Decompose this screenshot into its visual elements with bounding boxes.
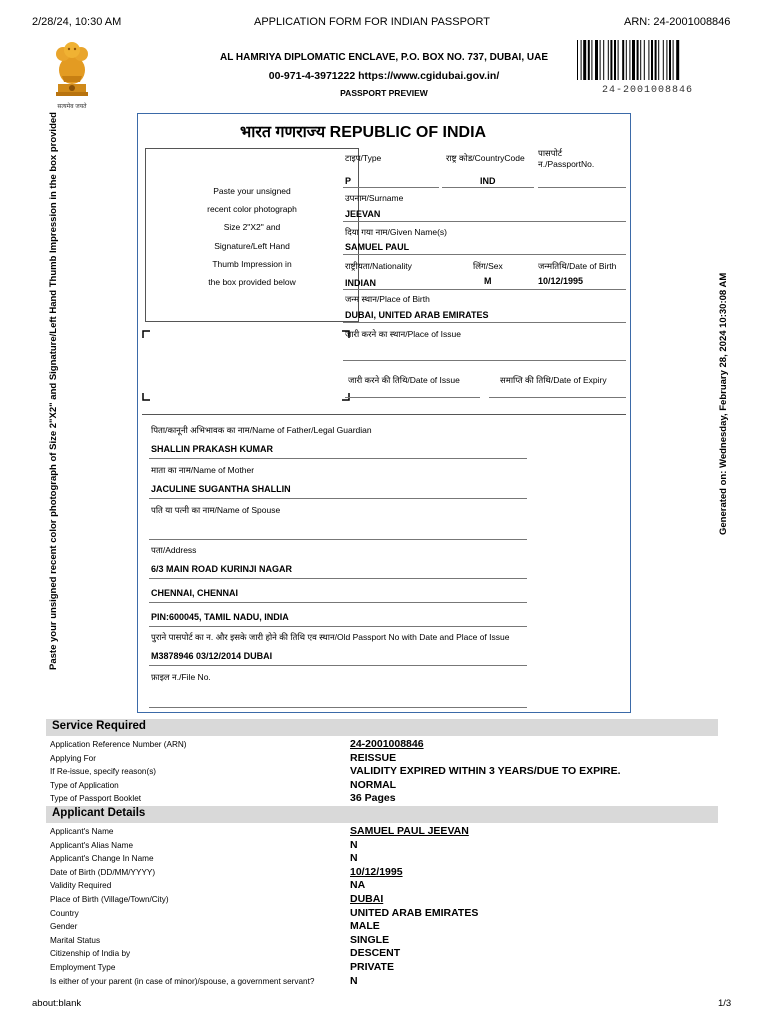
- table-row-value: N: [350, 852, 358, 865]
- print-title: APPLICATION FORM FOR INDIAN PASSPORT: [254, 16, 490, 28]
- surname-value: JEEVAN: [345, 209, 381, 219]
- office-address: AL HAMRIYA DIPLOMATIC ENCLAVE, P.O. BOX NO. 737, DUBAI, UAE: [219, 52, 548, 63]
- barcode-number: 24-2001008846: [602, 85, 694, 96]
- table-row-label: Type of Passport Booklet: [50, 794, 142, 803]
- table-row-value: DUBAI: [350, 893, 384, 905]
- table-row-label: Applying For: [50, 753, 96, 763]
- signature-box-corners: [142, 330, 350, 402]
- given-name-label: दिया गया नाम/Given Name(s): [345, 227, 448, 237]
- dob-value: 10/12/1995: [538, 276, 584, 286]
- type-label: टाइप/Type: [345, 153, 382, 163]
- place-of-issue-label: जारी करने का स्थान/Place of Issue: [345, 329, 461, 339]
- table-row-value: 10/12/1995: [350, 865, 403, 878]
- address-label: पता/Address: [151, 545, 197, 555]
- table-row-label: Applicant's Name: [50, 827, 114, 836]
- address-line-1: 6/3 MAIN ROAD KURINJI NAGAR: [151, 564, 293, 574]
- footer-url: about:blank: [32, 998, 82, 1009]
- generated-on-text: Generated on: Wednesday, February 28, 2024 10:30:08 AM: [718, 272, 729, 535]
- print-datetime: 2/28/24, 10:30 AM: [32, 16, 122, 28]
- nationality-label: राष्ट्रीयता/Nationality: [345, 261, 412, 271]
- place-of-birth-label: जन्म स्थान/Place of Birth: [345, 294, 430, 304]
- table-row-label: Employment Type: [50, 963, 116, 972]
- passport-preview-label: PASSPORT PREVIEW: [340, 88, 428, 98]
- table-row-value: UNITED ARAB EMIRATES: [350, 906, 479, 919]
- place-of-birth-value: DUBAI, UNITED ARAB EMIRATES: [345, 310, 489, 320]
- table-row-value: 36 Pages: [350, 792, 396, 804]
- table-row-value: SAMUEL PAUL JEEVAN: [350, 825, 469, 837]
- mother-value: JACULINE SUGANTHA SHALLIN: [151, 484, 291, 494]
- office-contact: 00-971-4-3971222 https://www.cgidubai.gov.in/: [268, 70, 500, 82]
- table-row-label: Application Reference Number (ARN): [50, 740, 187, 749]
- service-required-header: Service Required: [46, 719, 718, 736]
- dob-label: जन्मतिथि/Date of Birth: [538, 261, 617, 271]
- table-row-value: DESCENT: [350, 947, 401, 960]
- table-row-label: Type of Application: [50, 780, 119, 790]
- emblem-motto: सत्यमेव जयते: [57, 104, 87, 110]
- date-of-expiry-label: समाप्ति की तिथि/Date of Expiry: [500, 375, 607, 385]
- father-value: SHALLIN PRAKASH KUMAR: [151, 444, 273, 454]
- sex-value: M: [484, 276, 492, 286]
- table-row-label: If Re-issue, specify reason(s): [50, 767, 157, 776]
- table-row-label: Place of Birth (Village/Town/City): [50, 895, 169, 904]
- table-row-label: Validity Required: [50, 881, 112, 891]
- table-row-value: REISSUE: [350, 751, 397, 764]
- date-of-issue-label: जारी करने की तिथि/Date of Issue: [348, 375, 460, 385]
- table-row-value: MALE: [350, 920, 380, 933]
- table-row-label: Is either of your parent (in case of minor)/spouse, a government servant?: [50, 976, 315, 986]
- passport-no-label-1: पासपोर्ट: [538, 148, 563, 158]
- table-row-label: Date of Birth (DD/MM/YYYY): [50, 867, 156, 877]
- table-row-label: Marital Status: [50, 935, 101, 945]
- barcode: [577, 40, 717, 80]
- photo-box-instructions: Paste your unsigned recent color photograph Size 2"X2" and Signature/Left Hand Thumb Impression in the box provided below: [207, 186, 297, 288]
- sex-label: लिंग/Sex: [473, 261, 503, 271]
- file-no-label: फ़ाइल न./File No.: [151, 672, 211, 682]
- table-row-value: N: [350, 838, 358, 851]
- table-row-value: 24-2001008846: [350, 738, 424, 750]
- table-row-value: PRIVATE: [350, 961, 394, 973]
- mother-label: माता का नाम/Name of Mother: [151, 465, 255, 475]
- passport-no-label-2: न./PassportNo.: [538, 159, 595, 169]
- country-code-label: राष्ट्र कोड/CountryCode: [446, 153, 525, 163]
- surname-label: उपनाम/Surname: [345, 193, 404, 203]
- section-divider: [142, 414, 626, 415]
- applicant-details-header: Applicant Details: [46, 806, 718, 823]
- table-row-value: NORMAL: [350, 778, 397, 791]
- spouse-label: पति या पत्नी का नाम/Name of Spouse: [151, 505, 281, 515]
- table-row-value: VALIDITY EXPIRED WITHIN 3 YEARS/DUE TO EXPIRE.: [350, 765, 621, 777]
- address-line-3: PIN:600045, TAMIL NADU, INDIA: [151, 612, 289, 622]
- type-value: P: [345, 176, 352, 186]
- old-passport-label: पुराने पासपोर्ट का न. और इसके जारी होने की तिथि एव स्थान/Old Passport No with Date and Place of Issue: [151, 632, 510, 642]
- table-row-value: NA: [350, 879, 366, 892]
- table-row-label: Citizenship of India by: [50, 949, 131, 959]
- nationality-value: INDIAN: [345, 278, 376, 288]
- given-name-value: SAMUEL PAUL: [345, 242, 410, 252]
- father-label: पिता/कानूनी अभिभावक का नाम/Name of Father/Legal Guardian: [151, 425, 372, 435]
- old-passport-value: M3878946 03/12/2014 DUBAI: [151, 651, 273, 661]
- table-row-label: Applicant's Change In Name: [50, 854, 154, 864]
- country-code-value: IND: [480, 176, 496, 186]
- table-row-label: Country: [50, 908, 79, 918]
- print-arn: ARN: 24-2001008846: [624, 16, 731, 28]
- table-row-label: Applicant's Alias Name: [50, 840, 134, 850]
- page-number: 1/3: [718, 998, 732, 1009]
- table-row-value: SINGLE: [350, 933, 390, 946]
- photo-instruction-vertical: Paste your unsigned recent color photograph of Size 2"X2" and Signature/Left Hand Thumb Impression in the box provided: [48, 112, 59, 670]
- table-row-value: N: [350, 974, 358, 987]
- preview-title: भारत गणराज्य REPUBLIC OF INDIA: [240, 124, 487, 141]
- address-line-2: CHENNAI, CHENNAI: [151, 588, 239, 598]
- table-row-label: Gender: [50, 922, 78, 932]
